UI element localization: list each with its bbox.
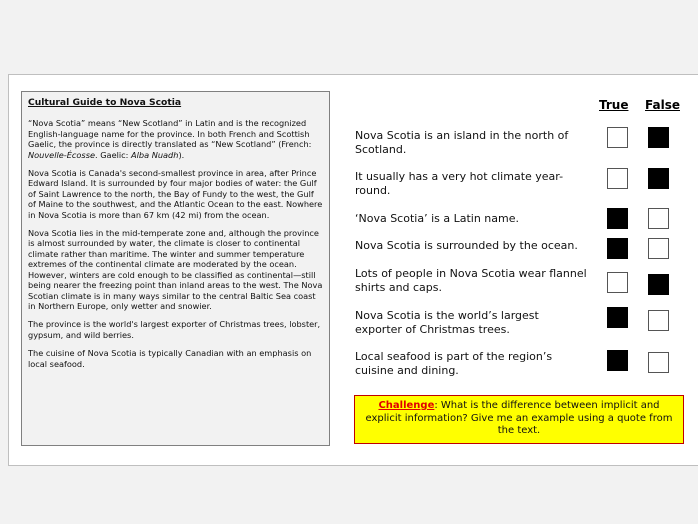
guide-paragraph-4: The province is the world's largest exporter of Christmas trees, lobster, gypsum, and wild berries. bbox=[28, 319, 321, 340]
statement-4-true-box[interactable] bbox=[607, 238, 628, 259]
statement-3-false-box[interactable] bbox=[648, 208, 669, 229]
cultural-guide-textbox bbox=[21, 91, 330, 446]
statement-1: Nova Scotia is an island in the north of Scotland. bbox=[355, 129, 569, 156]
challenge-box bbox=[354, 395, 684, 444]
statement-7: Local seafood is part of the region’s cuisine and dining. bbox=[355, 350, 553, 377]
challenge-label: Challenge bbox=[378, 400, 435, 411]
statement-5-true-box[interactable] bbox=[607, 272, 628, 293]
statement-6: Nova Scotia is the world’s largest exporter of Christmas trees. bbox=[355, 309, 539, 336]
statement-6-false-box[interactable] bbox=[648, 310, 669, 331]
statement-2-true-box[interactable] bbox=[607, 168, 628, 189]
statement-6-true-box[interactable] bbox=[607, 307, 628, 328]
guide-paragraph-1: “Nova Scotia” means “New Scotland” in Latin and is the recognized English-language name for the province. In both French and Scottish Gaelic, the province is directly translated as “New Scotland” (French: Nouvelle-Écosse. Gaelic: Alba Nuadh). bbox=[28, 118, 312, 160]
guide-paragraph-2: Nova Scotia is Canada's second-smallest province in area, after Prince Edward Island. It is surrounded by four major bodies of water: the Gulf of Saint Lawrence to the north, the Bay of Fundy to the west, the Gulf of Maine to the southwest, and the Atlantic Ocean to the east. Nowhere in Nova Scotia is more than 67 km (42 mi) from the ocean. bbox=[28, 168, 323, 220]
statement-3-true-box[interactable] bbox=[607, 208, 628, 229]
statement-2-false-box[interactable] bbox=[648, 168, 669, 189]
guide-paragraph-5: The cuisine of Nova Scotia is typically Canadian with an emphasis on local seafood. bbox=[28, 348, 312, 369]
statement-2: It usually has a very hot climate year-round. bbox=[355, 170, 564, 197]
statement-5-false-box[interactable] bbox=[648, 274, 669, 295]
challenge-text: : What is the difference between implicit and explicit information? Give me an example using a quote from the text. bbox=[365, 400, 673, 437]
statement-4-false-box[interactable] bbox=[648, 238, 669, 259]
statement-3: ‘Nova Scotia’ is a Latin name. bbox=[355, 212, 519, 225]
true-column-header: True bbox=[599, 98, 629, 112]
guide-paragraph-3: Nova Scotia lies in the mid-temperate zone and, although the province is almost surrounded by water, the climate is closer to continental climate rather than maritime. The winter and summer temperature extremes of the continental climate are moderated by the ocean. However, winters are cold enough to be classified as continental—still being nearer the freezing point than inland areas to the west. The Nova Scotian climate is in many ways similar to the central Baltic Sea coast in Northern Europe, only wetter and snowier. bbox=[28, 228, 323, 311]
false-column-header: False bbox=[645, 98, 680, 112]
statement-7-true-box[interactable] bbox=[607, 350, 628, 371]
guide-title: Cultural Guide to Nova Scotia bbox=[28, 97, 182, 108]
statement-1-false-box[interactable] bbox=[648, 127, 669, 148]
statement-1-true-box[interactable] bbox=[607, 127, 628, 148]
statement-4: Nova Scotia is surrounded by the ocean. bbox=[355, 239, 578, 252]
statement-5: Lots of people in Nova Scotia wear flannel shirts and caps. bbox=[355, 267, 587, 294]
statement-7-false-box[interactable] bbox=[648, 352, 669, 373]
